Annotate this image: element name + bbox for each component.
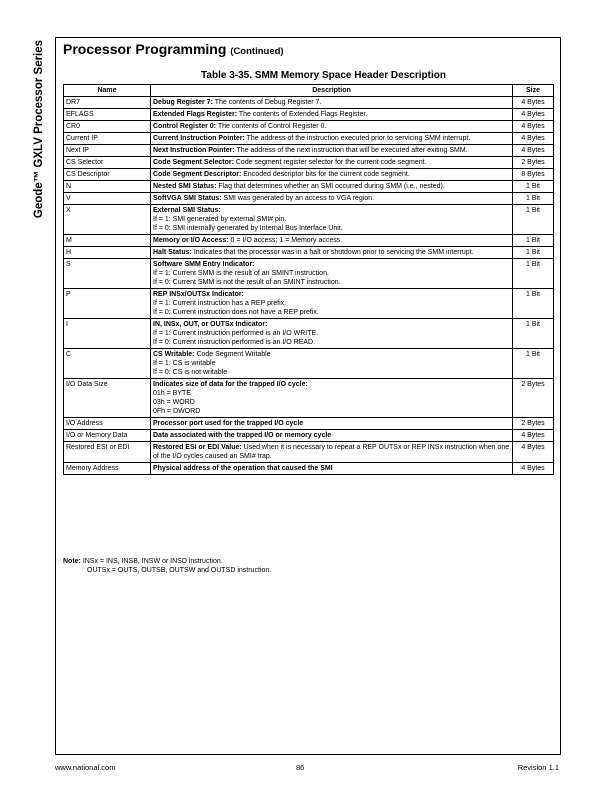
table-row <box>64 235 554 247</box>
smm-header-table <box>63 84 554 475</box>
description-term: Software SMM Entry Indicator: <box>153 261 255 268</box>
row-description <box>151 193 513 205</box>
row-name: I/O Data Size <box>64 379 151 418</box>
description-text: Code Segment Writable <box>194 351 271 358</box>
row-name: CS Descriptor <box>64 169 151 181</box>
description-term: IN, INSx, OUT, or OUTSx Indicator: <box>153 321 268 328</box>
side-title-text: Geode™ GXLV Processor Series <box>33 39 45 218</box>
table-row <box>64 247 554 259</box>
description-text: Indicates that the processor was in a halt or shutdown prior to servicing the SMM interrupt. <box>191 249 474 256</box>
note-line-1: INSx = INS, INSB, INSW or INSD instruction. <box>82 558 223 565</box>
description-term: Physical address of the operation that caused the SMI <box>153 465 333 472</box>
table-row <box>64 145 554 157</box>
row-name: Memory Address <box>64 463 151 475</box>
row-name: X <box>64 205 151 235</box>
header-name: Name <box>64 85 151 97</box>
row-description <box>151 157 513 169</box>
description-text: Encoded descriptor bits for the current code segment. <box>241 171 410 178</box>
row-name: H <box>64 247 151 259</box>
row-name: N <box>64 181 151 193</box>
row-description <box>151 289 513 319</box>
note-label: Note: <box>63 558 81 565</box>
row-description <box>151 259 513 289</box>
description-line: If = 1: Current SMM is the result of an SMINT instruction. <box>153 270 329 277</box>
description-line: If = 0: CS is not writable <box>153 369 228 376</box>
row-size: 4 Bytes <box>513 121 554 133</box>
footer-url: www.national.com <box>55 763 116 772</box>
description-text: Flag that determines whether an SMI occurred during SMM (i.e., nested). <box>216 183 445 190</box>
row-description <box>151 133 513 145</box>
table-note <box>63 557 271 575</box>
row-size: 4 Bytes <box>513 430 554 442</box>
table-row <box>64 349 554 379</box>
row-description <box>151 121 513 133</box>
row-size: 4 Bytes <box>513 145 554 157</box>
row-description <box>151 442 513 463</box>
description-term: Next Instruction Pointer: <box>153 147 235 154</box>
table-header-row <box>64 85 554 97</box>
description-term: Nested SMI Status: <box>153 183 217 190</box>
row-description <box>151 247 513 259</box>
table-row <box>64 157 554 169</box>
row-description <box>151 319 513 349</box>
revision: Revision 1.1 <box>517 763 559 772</box>
description-text: SMI was generated by an access to VGA region. <box>221 195 375 202</box>
table-row <box>64 109 554 121</box>
table-body <box>64 97 554 475</box>
row-size: 2 Bytes <box>513 418 554 430</box>
row-description <box>151 379 513 418</box>
table-row <box>64 169 554 181</box>
description-line: 0Fh = DWORD <box>153 408 201 415</box>
description-line: If = 0: Current instruction performed is an I/O READ. <box>153 339 316 346</box>
row-size: 2 Bytes <box>513 379 554 418</box>
row-size: 1 Bit <box>513 235 554 247</box>
description-term: Code Segment Selector: <box>153 159 234 166</box>
description-term: Indicates size of data for the trapped I/O cycle: <box>153 381 308 388</box>
row-description <box>151 97 513 109</box>
row-name: EFLAGS <box>64 109 151 121</box>
description-text: The contents of Extended Flags Register. <box>237 111 368 118</box>
row-name: DR7 <box>64 97 151 109</box>
row-description <box>151 235 513 247</box>
description-term: Control Register 0: <box>153 123 217 130</box>
table-row <box>64 259 554 289</box>
row-description <box>151 109 513 121</box>
section-continued: (Continued) <box>230 46 284 57</box>
description-line: If = 1: Current instruction has a REP prefix. <box>153 300 287 307</box>
row-size: 1 Bit <box>513 349 554 379</box>
side-title <box>30 36 48 221</box>
description-line: 03h = WORD <box>153 399 195 406</box>
row-description <box>151 463 513 475</box>
row-name: M <box>64 235 151 247</box>
description-text: Code segment register selector for the current code segment. <box>233 159 427 166</box>
description-line: If = 0: Current instruction does not have a REP prefix. <box>153 309 319 316</box>
description-term: Code Segment Descriptor: <box>153 171 242 178</box>
row-size: 1 Bit <box>513 205 554 235</box>
description-term: External SMI Status: <box>153 207 221 214</box>
header-description: Description <box>151 85 513 97</box>
table-row <box>64 430 554 442</box>
header-size: Size <box>513 85 554 97</box>
section-title <box>63 41 284 57</box>
description-text: The address of the instruction executed prior to servicing SMM interrupt. <box>244 135 471 142</box>
row-size: 4 Bytes <box>513 442 554 463</box>
row-size: 1 Bit <box>513 289 554 319</box>
table-row <box>64 289 554 319</box>
row-size: 4 Bytes <box>513 133 554 145</box>
row-name: I <box>64 319 151 349</box>
table-row <box>64 379 554 418</box>
description-term: Processor port used for the trapped I/O cycle <box>153 420 304 427</box>
table-row <box>64 193 554 205</box>
description-line: If = 0: SMI internally generated by Internal Bus Interface Unit. <box>153 225 343 232</box>
row-name: S <box>64 259 151 289</box>
description-term: Halt Status: <box>153 249 192 256</box>
description-line: If = 1: CS is writable <box>153 360 216 367</box>
row-name: CS Selector <box>64 157 151 169</box>
row-size: 4 Bytes <box>513 97 554 109</box>
row-name: Next IP <box>64 145 151 157</box>
row-name: I/O Address <box>64 418 151 430</box>
row-size: 1 Bit <box>513 247 554 259</box>
row-size: 1 Bit <box>513 259 554 289</box>
table-row <box>64 97 554 109</box>
table-row <box>64 418 554 430</box>
table-row <box>64 181 554 193</box>
row-size: 2 Bytes <box>513 157 554 169</box>
row-name: P <box>64 289 151 319</box>
row-size: 4 Bytes <box>513 463 554 475</box>
description-line: If = 0: Current SMM is not the result of an SMINT instruction. <box>153 279 341 286</box>
table-row <box>64 463 554 475</box>
row-description <box>151 430 513 442</box>
row-name: CR0 <box>64 121 151 133</box>
table-row <box>64 205 554 235</box>
row-name: C <box>64 349 151 379</box>
table-row <box>64 133 554 145</box>
row-size: 1 Bit <box>513 181 554 193</box>
description-line: 01h = BYTE <box>153 390 191 397</box>
section-title-text: Processor Programming <box>63 41 227 57</box>
description-term: SoftVGA SMI Status: <box>153 195 222 202</box>
row-description <box>151 169 513 181</box>
row-size: 1 Bit <box>513 319 554 349</box>
row-description <box>151 145 513 157</box>
description-text: Used when it is necessary to repeat a REP OUTSx or REP INSx instruction when one of the I/O cycles caused an SMI# trap. <box>153 444 510 460</box>
description-term: Extended Flags Register: <box>153 111 238 118</box>
row-name: V <box>64 193 151 205</box>
description-term: REP INSx/OUTSx Indicator: <box>153 291 244 298</box>
note-line-2: OUTSx = OUTS, OUTSB, OUTSW and OUTSD instruction. <box>87 567 272 574</box>
description-text: The contents of Control Register 0. <box>216 123 327 130</box>
row-size: 1 Bit <box>513 193 554 205</box>
row-name: Current IP <box>64 133 151 145</box>
table-row <box>64 442 554 463</box>
description-term: Memory or I/O Access: <box>153 237 229 244</box>
row-name: Restored ESI or EDI <box>64 442 151 463</box>
description-text: 0 = I/O access; 1 = Memory access. <box>228 237 343 244</box>
row-description <box>151 418 513 430</box>
description-term: Current Instruction Pointer: <box>153 135 245 142</box>
page-number: 86 <box>296 763 305 772</box>
description-text: The contents of Debug Register 7. <box>212 99 322 106</box>
table-row <box>64 319 554 349</box>
row-size: 8 Bytes <box>513 169 554 181</box>
row-name: I/O or Memory Data <box>64 430 151 442</box>
description-text: The address of the next instruction that will be executed after exiting SMM. <box>234 147 468 154</box>
description-term: Debug Register 7: <box>153 99 213 106</box>
description-line: If = 1: SMI generated by external SMI# pin. <box>153 216 287 223</box>
description-term: Data associated with the trapped I/O or memory cycle <box>153 432 332 439</box>
row-description <box>151 205 513 235</box>
table-title: Table 3-35. SMM Memory Space Header Description <box>201 70 446 81</box>
description-term: Restored ESI or EDI Value: <box>153 444 242 451</box>
row-description <box>151 349 513 379</box>
table-row <box>64 121 554 133</box>
row-size: 4 Bytes <box>513 109 554 121</box>
description-line: If = 1: Current instruction performed is an I/O WRITE. <box>153 330 319 337</box>
description-term: CS Writable: <box>153 351 195 358</box>
row-description <box>151 181 513 193</box>
